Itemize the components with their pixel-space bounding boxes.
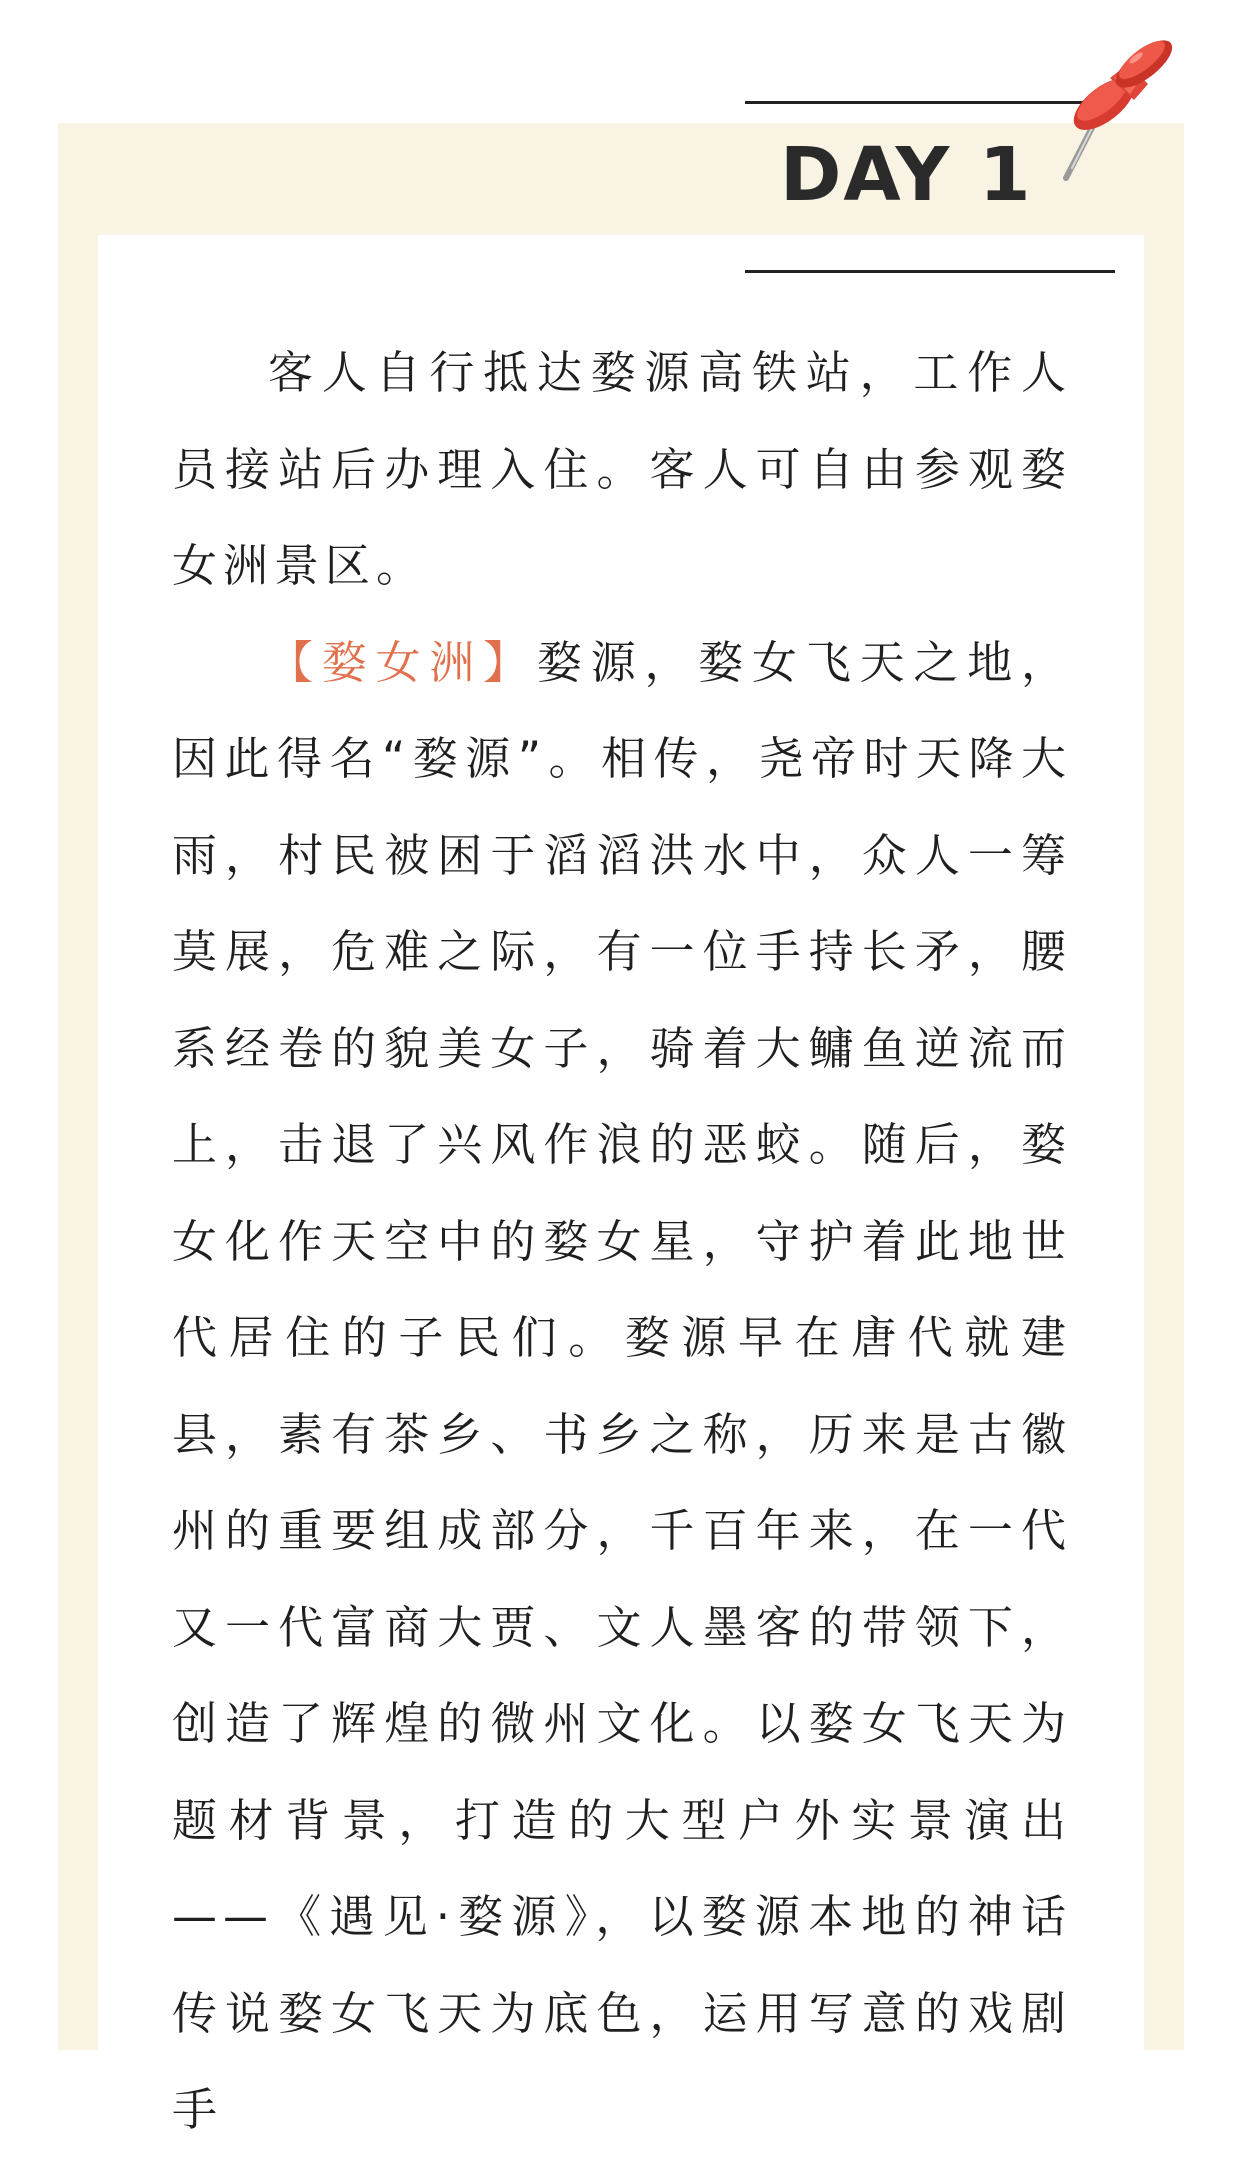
article-body xyxy=(172,325,1072,2136)
day-title: DAY 1 xyxy=(780,132,1033,218)
push-pin-icon xyxy=(1052,28,1192,188)
paragraph-text: 婺源，婺女飞天之地，因此得名“婺源”。相传，尧帝时天降大雨，村民被困于滔滔洪水中，众人一筹莫展，危难之际，有一位手持长矛，腰系经卷的貌美女子，骑着大鳙鱼逆流而上，击退了兴风作浪的恶蛟。随后，婺女化作天空中的婺女星，守护着此地世代居住的子民们。婺源早在唐代就建县，素有茶乡、书乡之称，历来是古徽州的重要组成部分，千百年来，在一代又一代富商大贾、文人墨客的带领下，创造了辉煌的微州文化。以婺女飞天为题材背景，打造的大型户外实景演出——《遇见·婺源》，以婺源本地的神话传说婺女飞天为底色，运用写意的戏剧手 xyxy=(172,635,1072,2136)
paragraph-arrival xyxy=(172,325,1072,615)
highlighted-keyword: 【婺女洲】 xyxy=(268,635,537,689)
title-rule-bottom xyxy=(745,270,1115,273)
paragraph-text: 客人自行抵达婺源高铁站，工作人员接站后办理入住。客人可自由参观婺女洲景区。 xyxy=(172,346,1072,592)
paragraph-wunvzhou xyxy=(172,615,1072,2159)
